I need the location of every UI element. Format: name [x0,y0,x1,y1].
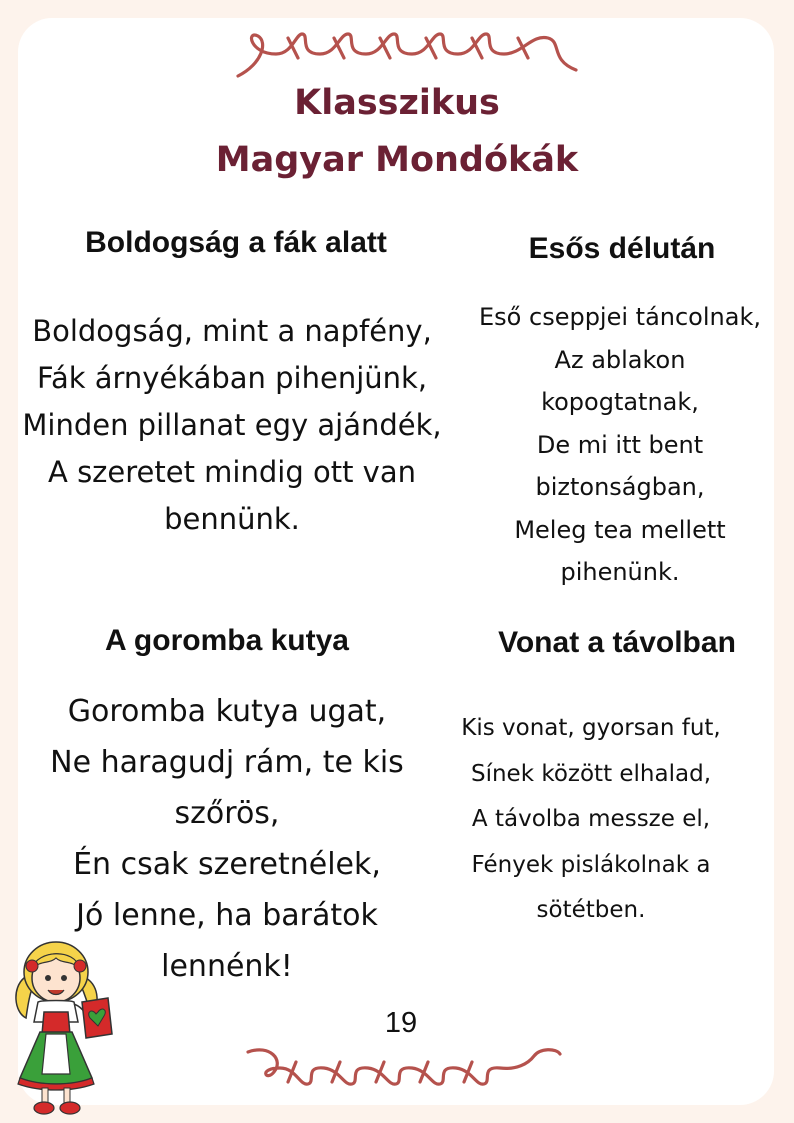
poem-line: bennünk. [164,502,300,536]
poem-line: Ne haragudj rám, te kis [50,745,404,780]
poem-line: Én csak szeretnélek, [73,847,381,882]
poem-line: Eső cseppjei táncolnak, [479,303,761,331]
poem-line: Minden pillanat egy ajándék, [22,408,442,442]
page-number: 19 [384,1007,418,1039]
poem-line: kopogtatnak, [541,388,699,416]
poem-line: A szeretet mindig ott van [48,455,416,489]
poem-body-esos-delutan [455,296,785,594]
girl-illustration-icon [12,938,122,1116]
poem-line: biztonságban, [535,473,705,501]
poem-title-boldogsag: Boldogság a fák alatt [85,226,387,259]
poem-line: Kis vonat, gyorsan fut, [461,715,721,741]
poem-title-goromba-kutya: A goromba kutya [105,624,349,657]
poem-line: A távolba messze el, [471,806,711,832]
poem-line: Goromba kutya ugat, [67,694,387,729]
poem-line: lennénk! [161,949,293,984]
poem-line: Jó lenne, ha barátok [76,898,378,933]
poem-line: pihenünk. [560,558,680,586]
poem-body-boldogsag [12,308,452,543]
title-line-1: Klasszikus [294,83,500,123]
poem-line: Meleg tea mellett [514,515,726,544]
poem-line: De mi itt bent [536,430,704,459]
poem-title-vonat: Vonat a távolban [498,626,736,659]
poem-line: Fák árnyékában pihenjünk, [36,361,428,395]
title-line-2: Magyar Mondókák [215,140,579,180]
poem-title-esos-delutan: Esős délután [528,232,716,265]
poem-line: Az ablakon [554,345,686,374]
poem-line: Sínek között elhalad, [470,760,712,787]
poem-line: sötétben. [536,897,646,923]
poem-line: Fények pislákolnak a [471,851,711,878]
ornament-top-icon [232,24,582,84]
ornament-bottom-icon [244,1038,564,1092]
poem-line: szőrös, [174,796,280,831]
poem-line: Boldogság, mint a napfény, [32,314,432,348]
poem-body-vonat [436,706,746,934]
